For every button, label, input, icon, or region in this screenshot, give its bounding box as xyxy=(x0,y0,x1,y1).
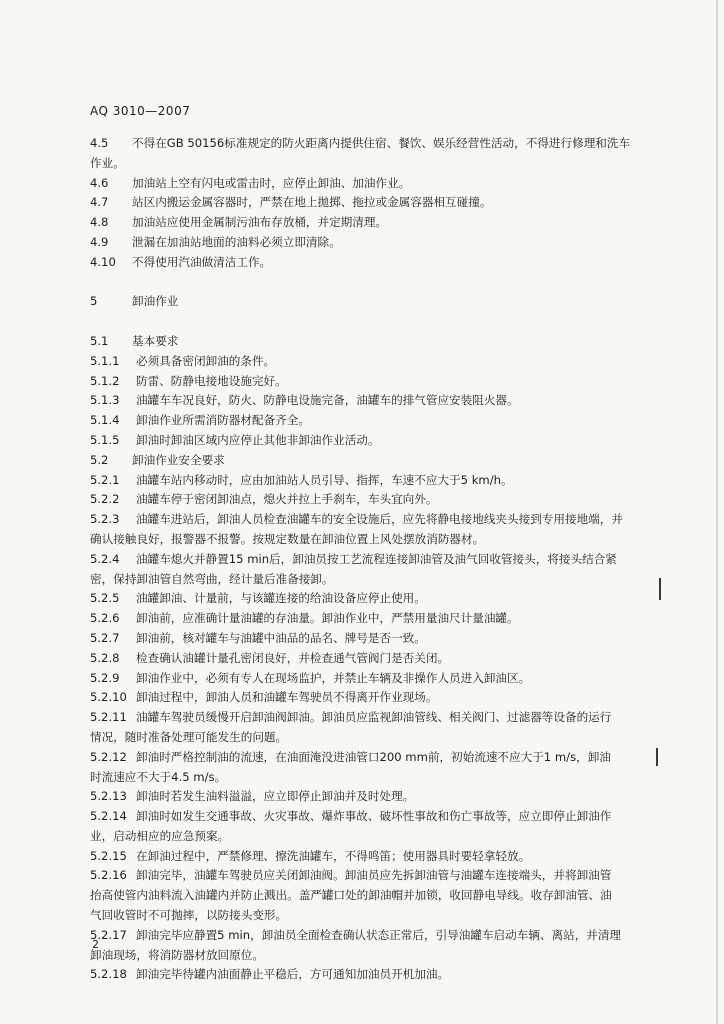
clause-number: 5.1.3 xyxy=(90,393,120,408)
clause-line xyxy=(90,174,636,194)
clause-text: 确认接触良好，报警器不报警。按规定数量在卸油位置上风处摆放消防器材。 xyxy=(90,531,485,546)
clause-number: 5.2 xyxy=(90,452,109,467)
clause-text: 情况，随时准备处理可能发生的问题。 xyxy=(90,729,288,744)
clause-number: 5.2.8 xyxy=(90,650,120,665)
clause-number: 5.2.14 xyxy=(90,809,127,824)
clause-line xyxy=(90,847,636,867)
clause-line xyxy=(90,926,636,946)
clause-number: 5.2.5 xyxy=(90,591,120,606)
clause-text: 卸油作业安全要求 xyxy=(132,452,225,467)
clause-text: 卸油现场，将消防器材放回原位。 xyxy=(90,947,264,962)
continuation-line xyxy=(90,906,636,926)
clause-text: 卸油作业中，必须有专人在现场监护，并禁止车辆及非操作人员进入卸油区。 xyxy=(136,670,531,685)
clause-text: 卸油作业 xyxy=(132,294,179,309)
clause-line xyxy=(90,708,636,728)
clause-line xyxy=(90,550,636,570)
clause-text: 卸油完毕待罐内油面静止平稳后，方可通知加油员开机加油。 xyxy=(136,967,450,982)
clause-text: 抬高使管内油料流入油罐内并防止溅出。盖严罐口处的卸油帽并加锁，收回静电导线。收存卸油管、油 xyxy=(90,888,612,903)
clause-text: 作业。 xyxy=(90,155,125,170)
clause-number: 5.2.7 xyxy=(90,630,120,645)
clause-line xyxy=(90,431,636,451)
clause-number: 5.2.11 xyxy=(90,710,127,725)
clause-number: 4.6 xyxy=(90,175,109,190)
clause-text: 检查确认油罐计量孔密闭良好，并检查通气管阀门是否关闭。 xyxy=(136,650,450,665)
clause-number: 5.2.4 xyxy=(90,551,120,566)
clause-line xyxy=(90,866,636,886)
clause-number: 5.1 xyxy=(90,333,109,348)
blank-line xyxy=(90,273,636,293)
clause-text: 卸油前，核对罐车与油罐中油品的品名、牌号是否一致。 xyxy=(136,630,426,645)
clause-text: 卸油完毕应静置5 min，卸油员全面检查确认状态正常后，引导油罐车启动车辆、离站，并清理 xyxy=(136,927,622,942)
clause-number: 4.8 xyxy=(90,215,109,230)
clause-line xyxy=(90,748,636,768)
clause-text: 密，保持卸油管自然弯曲，经计量后准备接卸。 xyxy=(90,571,334,586)
clause-text: 泄漏在加油站地面的油料必须立即清除。 xyxy=(132,234,341,249)
clause-line xyxy=(90,372,636,392)
clause-number: 5.2.10 xyxy=(90,690,127,705)
clause-line xyxy=(90,451,636,471)
clause-number: 5.2.18 xyxy=(90,967,127,982)
clause-line xyxy=(90,649,636,669)
clause-line xyxy=(90,391,636,411)
clause-line xyxy=(90,688,636,708)
clause-number: 4.10 xyxy=(90,254,116,269)
clause-text: 气回收管时不可抛摔，以防接头变形。 xyxy=(90,908,288,923)
scan-mark xyxy=(659,578,661,600)
clause-text: 卸油作业所需消防器材配备齐全。 xyxy=(136,413,310,428)
clause-text: 不得使用汽油做清洁工作。 xyxy=(132,254,272,269)
document-body xyxy=(90,134,636,985)
continuation-line xyxy=(90,827,636,847)
standard-code: AQ 3010—2007 xyxy=(90,104,191,118)
clause-text: 加油站上空有闪电或雷击时，应停止卸油、加油作业。 xyxy=(132,175,411,190)
clause-text: 卸油时严格控制油的流速，在油面淹没进油管口200 mm前，初始流速不应大于1 m/s，卸油 xyxy=(136,749,611,764)
clause-line xyxy=(90,332,636,352)
clause-line xyxy=(90,629,636,649)
clause-text: 油罐车车况良好，防火、防静电设施完备，油罐车的排气管应安装阻火器。 xyxy=(136,393,519,408)
clause-line xyxy=(90,411,636,431)
clause-number: 5.2.3 xyxy=(90,512,120,527)
clause-text: 在卸油过程中，严禁修理、擦洗油罐车，不得鸣笛；使用器具时要轻拿轻放。 xyxy=(136,848,531,863)
clause-text: 卸油前，应准确计量油罐的存油量。卸油作业中，严禁用量油尺计量油罐。 xyxy=(136,611,519,626)
clause-text: 加油站应使用金属制污油布存放桶，并定期清理。 xyxy=(132,215,388,230)
clause-number: 5.2.17 xyxy=(90,927,127,942)
continuation-line xyxy=(90,530,636,550)
clause-line xyxy=(90,609,636,629)
scan-mark xyxy=(656,748,658,766)
clause-line xyxy=(90,193,636,213)
clause-number: 4.7 xyxy=(90,195,109,210)
clause-line xyxy=(90,589,636,609)
clause-text: 时流速应不大于4.5 m/s。 xyxy=(90,769,227,784)
continuation-line xyxy=(90,946,636,966)
clause-text: 油罐车进站后，卸油人员检查油罐车的安全设施后，应先将静电接地线夹头接到专用接地端，并 xyxy=(136,512,623,527)
clause-text: 油罐卸油、计量前，与该罐连接的给油设备应停止使用。 xyxy=(136,591,426,606)
clause-line xyxy=(90,134,636,154)
clause-text: 卸油完毕，油罐车驾驶员应关闭卸油阀。卸油员应先拆卸油管与油罐车连接端头，并将卸油管 xyxy=(136,868,612,883)
clause-line xyxy=(90,669,636,689)
continuation-line xyxy=(90,886,636,906)
clause-text: 油罐车熄火并静置15 min后，卸油员按工艺流程连接卸油管及油气回收管接头，将接头结合紧 xyxy=(136,551,617,566)
clause-text: 卸油时如发生交通事故、火灾事故、爆炸事故、破坏性事故和伤亡事故等，应立即停止卸油作 xyxy=(136,809,612,824)
clause-text: 基本要求 xyxy=(132,333,179,348)
clause-line xyxy=(90,787,636,807)
clause-number: 5.2.1 xyxy=(90,472,120,487)
clause-text: 不得在GB 50156标准规定的防火距离内提供住宿、餐饮、娱乐经营性活动，不得进行修理和洗车 xyxy=(132,136,631,150)
continuation-line xyxy=(90,768,636,788)
clause-line xyxy=(90,292,636,312)
clause-number: 4.5 xyxy=(90,136,109,150)
clause-number: 5.1.1 xyxy=(90,353,120,368)
clause-number: 5.2.15 xyxy=(90,848,127,863)
clause-text: 防雷、防静电接地设施完好。 xyxy=(136,373,287,388)
clause-text: 卸油时卸油区域内应停止其他非卸油作业活动。 xyxy=(136,432,380,447)
clause-number: 5.2.13 xyxy=(90,789,127,804)
page-number: 2 xyxy=(92,938,99,951)
scan-mark xyxy=(716,0,718,1024)
clause-text: 卸油时若发生油料溢溢，应立即停止卸油并及时处理。 xyxy=(136,789,415,804)
clause-line xyxy=(90,807,636,827)
clause-number: 5.2.9 xyxy=(90,670,120,685)
clause-text: 油罐车站内移动时，应由加油站人员引导、指挥，车速不应大于5 km/h。 xyxy=(136,472,513,487)
clause-line xyxy=(90,965,636,985)
clause-text: 卸油过程中，卸油人员和油罐车驾驶员不得离开作业现场。 xyxy=(136,690,438,705)
clause-text: 油罐车驾驶员缓慢开启卸油阀卸油。卸油员应监视卸油管线、相关阀门、过滤器等设备的运行 xyxy=(136,710,612,725)
clause-number: 5.2.12 xyxy=(90,749,127,764)
clause-text: 油罐车停于密闭卸油点，熄火并拉上手刹车，车头宜向外。 xyxy=(136,492,438,507)
continuation-line xyxy=(90,570,636,590)
clause-number: 4.9 xyxy=(90,234,109,249)
clause-line xyxy=(90,352,636,372)
clause-line xyxy=(90,490,636,510)
clause-number: 5.2.6 xyxy=(90,611,120,626)
clause-number: 5.1.2 xyxy=(90,373,120,388)
clause-number: 5.2.16 xyxy=(90,868,127,883)
clause-number: 5.1.5 xyxy=(90,432,120,447)
clause-line xyxy=(90,253,636,273)
continuation-line xyxy=(90,728,636,748)
blank-line xyxy=(90,312,636,332)
clause-number: 5.1.4 xyxy=(90,413,120,428)
clause-line xyxy=(90,471,636,491)
clause-text: 站区内搬运金属容器时，严禁在地上拋掷、拖拉或金属容器相互碰撞。 xyxy=(132,195,492,210)
clause-line xyxy=(90,233,636,253)
clause-text: 必须具备密闭卸油的条件。 xyxy=(136,353,276,368)
clause-line xyxy=(90,510,636,530)
clause-number: 5.2.2 xyxy=(90,492,120,507)
clause-text: 业，启动相应的应急预案。 xyxy=(90,828,230,843)
continuation-line xyxy=(90,154,636,174)
clause-number: 5 xyxy=(90,294,98,309)
clause-line xyxy=(90,213,636,233)
